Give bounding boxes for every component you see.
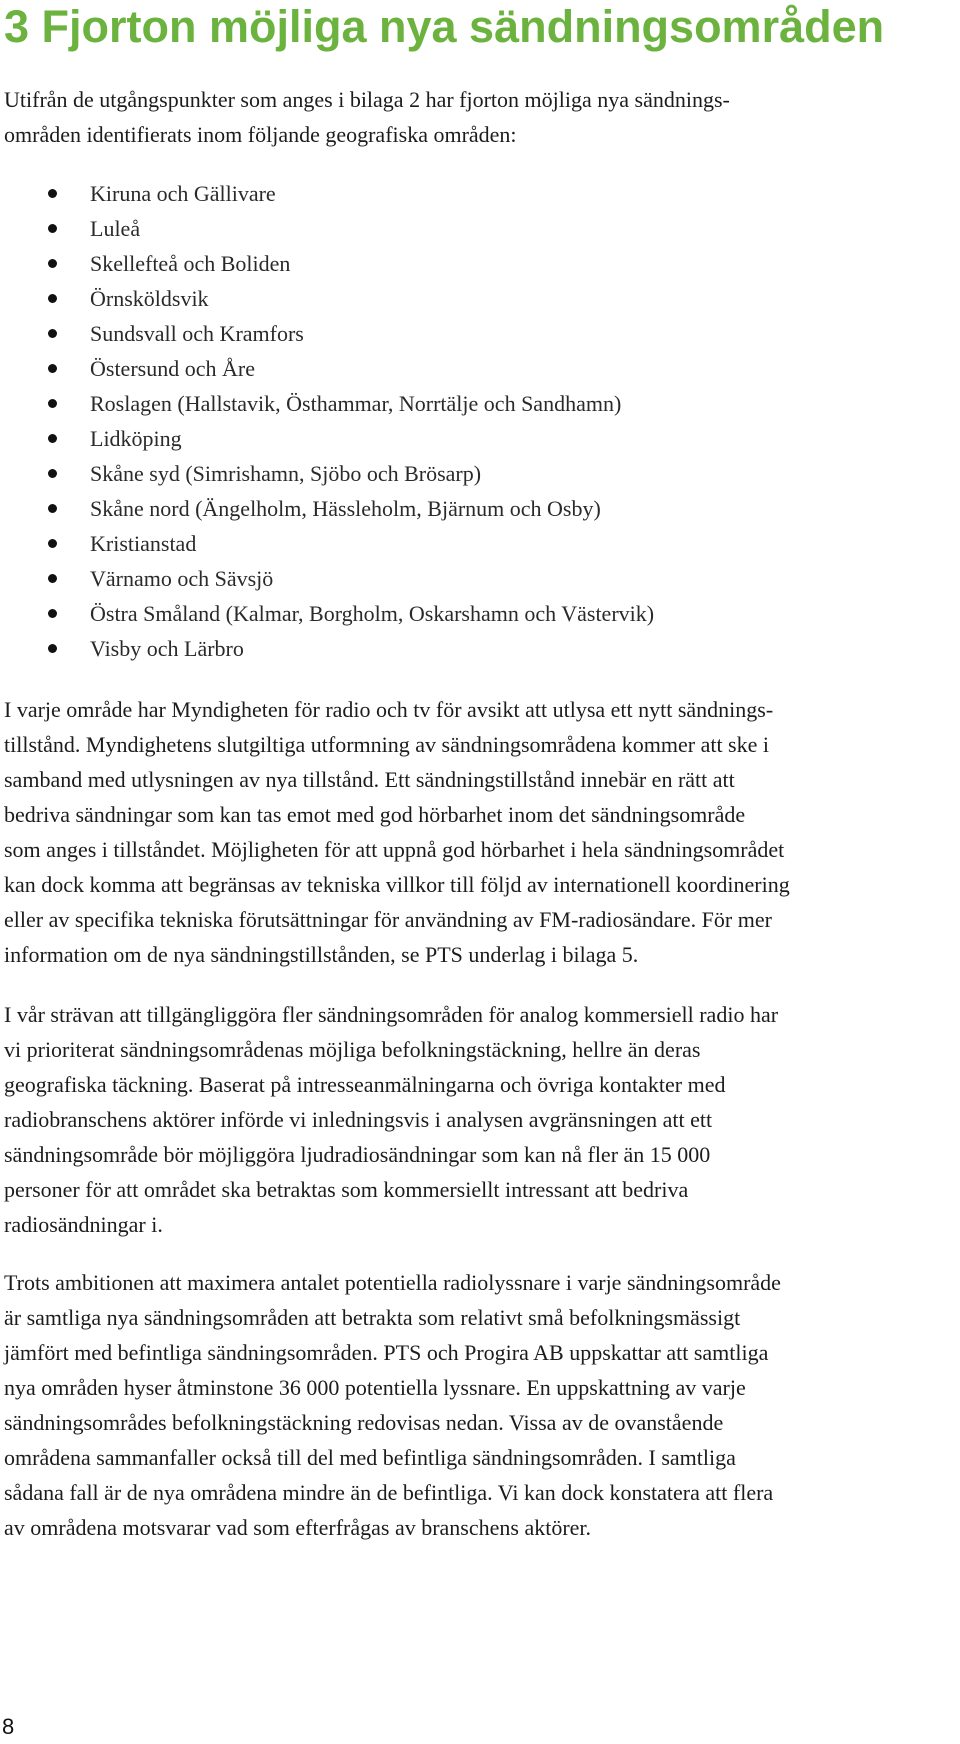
list-item [0,561,950,596]
list-item-label: Visby och Lärbro [90,636,244,661]
list-item-label: Östersund och Åre [90,356,255,381]
text-line: bedriva sändningar som kan tas emot med god hörbarhet inom det sändningsområde [4,802,746,827]
text-line: områden identifierats inom följande geografiska områden: [4,122,517,147]
bullet-icon [48,259,57,268]
bullet-icon [48,644,57,653]
text-line: av områdena motsvarar vad som efterfrågas av branschens aktörer. [4,1515,592,1540]
text-line: vi prioriterat sändningsområdenas möjliga befolkningstäckning, hellre än deras [4,1037,701,1062]
text-line: nya områden hyser åtminstone 36 000 potentiella lyssnare. En uppskattning av varje [4,1375,746,1400]
bullet-icon [48,469,57,478]
text-line: radiosändningar i. [4,1212,163,1237]
text-line: Utifrån de utgångspunkter som anges i bilaga 2 har fjorton möjliga nya sändnings- [4,87,730,112]
list-item [0,176,950,211]
list-item-label: Skellefteå och Boliden [90,251,291,276]
text-line: information om de nya sändningstillstånden, se PTS underlag i bilaga 5. [4,942,639,967]
text-line: jämfört med befintliga sändningsområden. PTS och Progira AB uppskattar att samtliga [4,1340,769,1365]
list-item [0,631,950,666]
list-item-label: Skåne syd (Simrishamn, Sjöbo och Brösarp) [90,461,482,486]
text-line: är samtliga nya sändningsområden att betrakta som relativt små befolkningsmässigt [4,1305,741,1330]
intro-paragraph [4,82,954,152]
bullet-icon [48,399,57,408]
bullet-icon [48,504,57,513]
text-line: Trots ambitionen att maximera antalet potentiella radiolyssnare i varje sändningsområde [4,1270,781,1295]
text-line: områdena sammanfaller också till del med befintliga sändningsområden. I samtliga [4,1445,736,1470]
list-item [0,491,950,526]
bullet-icon [48,189,57,198]
text-line: kan dock komma att begränsas av tekniska villkor till följd av internationell koordinering [4,872,790,897]
text-line: personer för att området ska betraktas som kommersiellt intressant att bedriva [4,1177,689,1202]
bullet-icon [48,224,57,233]
list-item-label: Sundsvall och Kramfors [90,321,304,346]
text-line: sådana fall är de nya områdena mindre än de befintliga. Vi kan dock konstatera att flera [4,1480,774,1505]
bullet-icon [48,364,57,373]
area-list [0,176,950,666]
list-item [0,596,950,631]
list-item-label: Värnamo och Sävsjö [90,566,274,591]
list-item-label: Kristianstad [90,531,197,556]
bullet-icon [48,539,57,548]
list-item [0,526,950,561]
list-item-label: Luleå [90,216,141,241]
list-item [0,281,950,316]
section-heading: 3 Fjorton möjliga nya sändningsområden [4,1,885,52]
text-line: sändningsområde bör möjliggöra ljudradiosändningar som kan nå fler än 15 000 [4,1142,711,1167]
page-number: 8 [2,1714,15,1739]
list-item [0,351,950,386]
text-line: som anges i tillståndet. Möjligheten för att uppnå god hörbarhet i hela sändningsområdet [4,837,785,862]
list-item [0,386,950,421]
body-paragraph-3 [4,1265,959,1545]
list-item [0,246,950,281]
list-item-label: Kiruna och Gällivare [90,181,276,206]
bullet-icon [48,294,57,303]
text-line: geografiska täckning. Baserat på intresseanmälningarna och övriga kontakter med [4,1072,726,1097]
list-item-label: Örnsköldsvik [90,286,209,311]
body-paragraph-2 [4,997,959,1242]
text-line: I vår strävan att tillgängliggöra fler sändningsområden för analog kommersiell radio har [4,1002,779,1027]
list-item [0,421,950,456]
bullet-icon [48,434,57,443]
text-line: eller av specifika tekniska förutsättningar för användning av FM-radiosändare. För mer [4,907,772,932]
list-item [0,456,950,491]
list-item-label: Roslagen (Hallstavik, Östhammar, Norrtälje och Sandhamn) [90,391,622,416]
list-item-label: Lidköping [90,426,182,451]
text-line: samband med utlysningen av nya tillstånd. Ett sändningstillstånd innebär en rätt att [4,767,735,792]
bullet-icon [48,609,57,618]
text-line: tillstånd. Myndighetens slutgiltiga utformning av sändningsområdena kommer att ske i [4,732,769,757]
text-line: sändningsområdes befolkningstäckning redovisas nedan. Vissa av de ovanstående [4,1410,724,1435]
bullet-icon [48,329,57,338]
bullet-icon [48,574,57,583]
list-item [0,211,950,246]
text-line: radiobranschens aktörer införde vi inledningsvis i analysen avgränsningen att ett [4,1107,713,1132]
list-item [0,316,950,351]
text-line: I varje område har Myndigheten för radio och tv för avsikt att utlysa ett nytt sändnings- [4,697,774,722]
list-item-label: Skåne nord (Ängelholm, Hässleholm, Bjärnum och Osby) [90,496,601,521]
body-paragraph-1 [4,692,959,972]
list-item-label: Östra Småland (Kalmar, Borgholm, Oskarshamn och Västervik) [90,601,655,626]
